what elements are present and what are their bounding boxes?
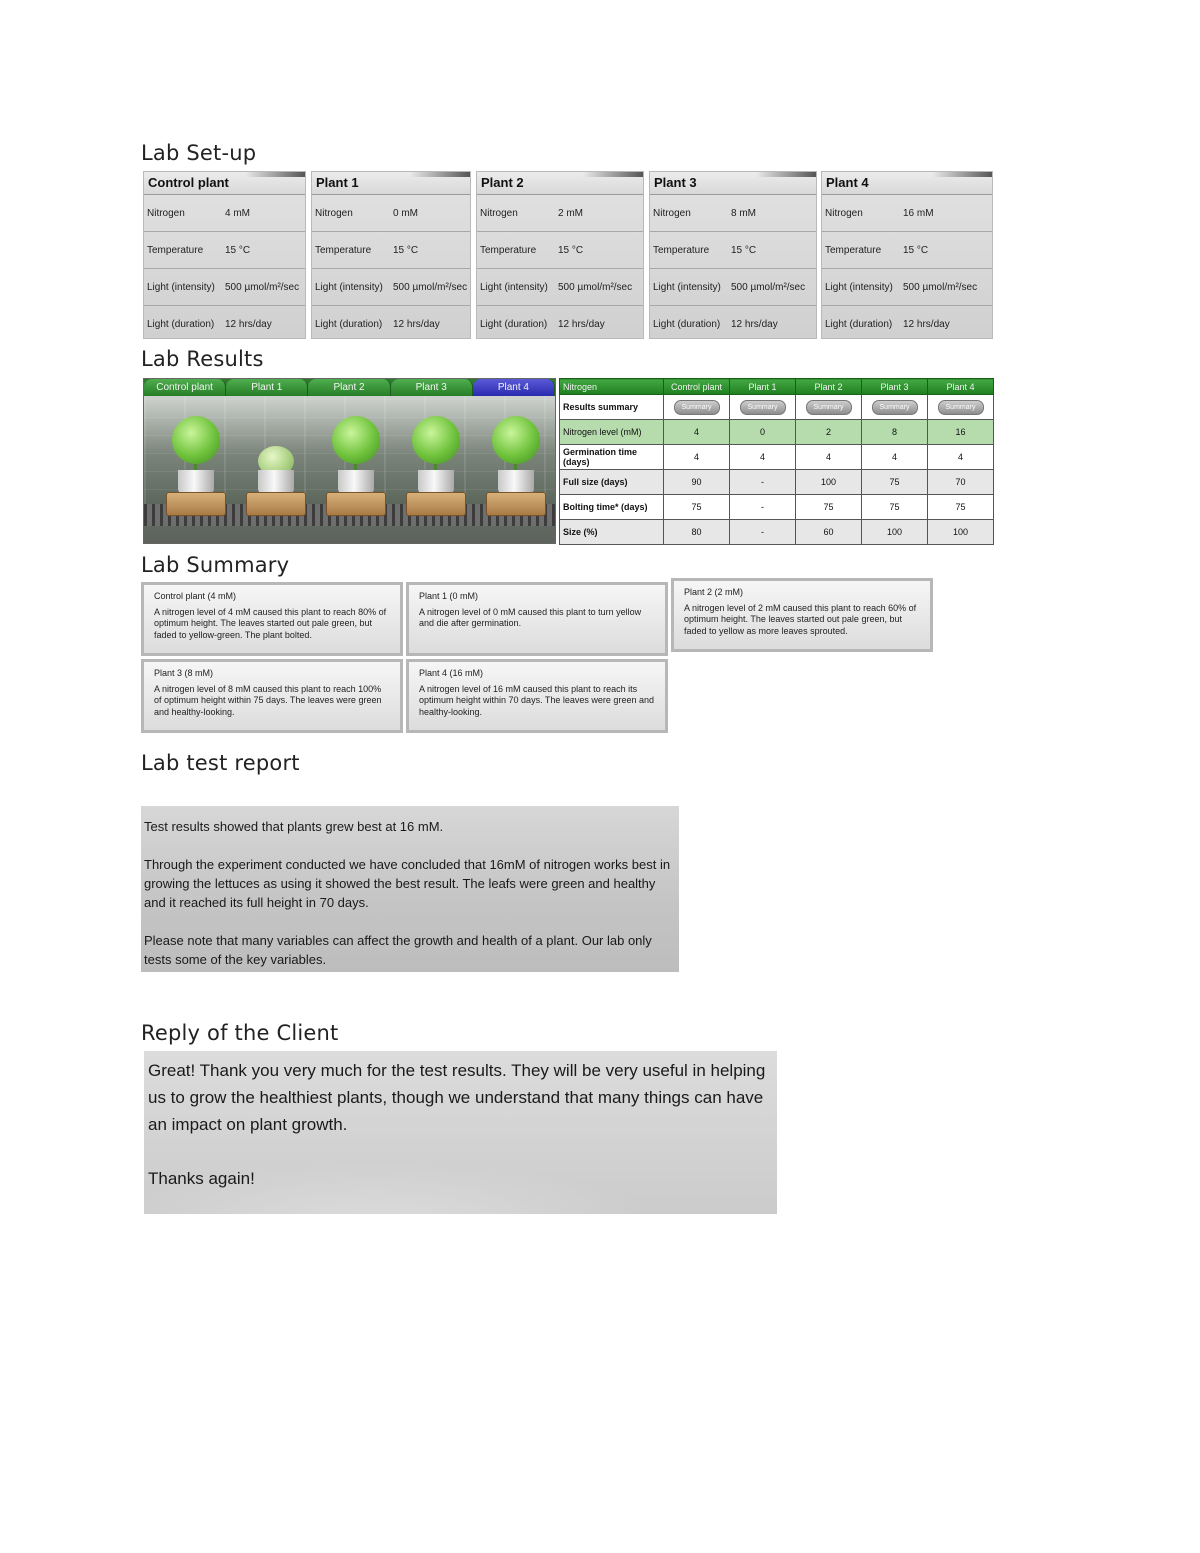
setup-panel-plant-2 (476, 171, 644, 339)
column-header: Plant 3 (862, 379, 928, 395)
light-duration-value: 12 hrs/day (558, 318, 605, 330)
table-cell: 75 (862, 470, 928, 495)
setup-panel-plant-3 (649, 171, 817, 339)
tab-plant-1[interactable]: Plant 1 (226, 379, 308, 396)
temperature-label: Temperature (315, 244, 372, 256)
table-row (560, 420, 994, 445)
setup-panel-title: Plant 1 (312, 172, 470, 195)
table-cell: 0 (730, 420, 796, 445)
nitrogen-label: Nitrogen (315, 207, 353, 219)
column-header: Plant 1 (730, 379, 796, 395)
summary-button[interactable]: Summary (872, 400, 918, 415)
table-cell: 4 (664, 420, 730, 445)
row-label: Results summary (560, 395, 664, 420)
table-cell: 75 (862, 495, 928, 520)
summary-card-title: Plant 2 (2 mM) (684, 587, 744, 597)
setup-panel-title: Control plant (144, 172, 305, 195)
report-paragraph: Test results showed that plants grew best at 16 mM. (144, 819, 444, 834)
light-intensity-value: 500 µmol/m²/sec (558, 281, 633, 293)
nitrogen-label: Nitrogen (825, 207, 863, 219)
table-cell: 90 (664, 470, 730, 495)
light-intensity-value: 500 µmol/m²/sec (731, 281, 806, 293)
light-intensity-label: Light (intensity) (653, 281, 721, 293)
tab-plant-3[interactable]: Plant 3 (391, 379, 473, 396)
results-table (559, 378, 994, 545)
summary-card-title: Plant 1 (0 mM) (419, 591, 479, 601)
plant-4 (486, 410, 546, 520)
tab-control-plant[interactable]: Control plant (144, 379, 226, 396)
table-cell: 75 (928, 495, 994, 520)
row-label: Full size (days) (560, 470, 664, 495)
lab-test-report-title: Lab test report (141, 751, 300, 775)
nitrogen-value: 4 mM (225, 207, 250, 219)
light-intensity-label: Light (intensity) (147, 281, 215, 293)
tab-plant-2[interactable]: Plant 2 (308, 379, 390, 396)
summary-card-text: A nitrogen level of 2 mM caused this plant to reach 60% of optimum height. The leaves started out pale green, but faded to yellow as more leaves sprouted. (684, 602, 917, 636)
light-intensity-value: 500 µmol/m²/sec (393, 281, 468, 293)
table-cell: 4 (862, 445, 928, 470)
summary-card-title: Plant 4 (16 mM) (419, 668, 484, 678)
summary-card-title: Control plant (4 mM) (154, 591, 237, 601)
nitrogen-value: 2 mM (558, 207, 583, 219)
light-duration-value: 12 hrs/day (903, 318, 950, 330)
table-cell: 16 (928, 420, 994, 445)
light-intensity-value: 500 µmol/m²/sec (903, 281, 978, 293)
summary-button[interactable]: Summary (938, 400, 984, 415)
nitrogen-value: 8 mM (731, 207, 756, 219)
table-row (560, 470, 994, 495)
setup-panels (143, 171, 995, 339)
plant-3 (406, 410, 466, 520)
table-corner: Nitrogen (560, 379, 664, 395)
temperature-label: Temperature (825, 244, 882, 256)
setup-panel-title: Plant 3 (650, 172, 816, 195)
setup-panel-title: Plant 2 (477, 172, 643, 195)
summary-card-text: A nitrogen level of 0 mM caused this plant to turn yellow and die after germination. (419, 606, 642, 628)
table-cell: 100 (796, 470, 862, 495)
light-duration-label: Light (duration) (147, 318, 215, 330)
summary-button[interactable]: Summary (806, 400, 852, 415)
row-label: Germination time (days) (560, 445, 664, 470)
table-cell: 75 (796, 495, 862, 520)
nitrogen-label: Nitrogen (653, 207, 691, 219)
table-row (560, 495, 994, 520)
light-duration-label: Light (duration) (825, 318, 893, 330)
summary-card-plant-2 (671, 578, 933, 652)
summary-card-title: Plant 3 (8 mM) (154, 668, 214, 678)
row-label: Bolting time* (days) (560, 495, 664, 520)
lab-summary-title: Lab Summary (141, 553, 290, 577)
table-cell: 75 (664, 495, 730, 520)
table-cell: 8 (862, 420, 928, 445)
nitrogen-label: Nitrogen (480, 207, 518, 219)
light-intensity-value: 500 µmol/m²/sec (225, 281, 300, 293)
nitrogen-value: 16 mM (903, 207, 934, 219)
table-cell: 4 (664, 445, 730, 470)
table-cell: 60 (796, 520, 862, 545)
temperature-value: 15 °C (903, 244, 929, 256)
light-duration-label: Light (duration) (315, 318, 383, 330)
report-paragraph: Through the experiment conducted we have concluded that 16mM of nitrogen works best in growing the lettuces as using it showed the best result. The leafs were green and healthy and it reached its full height in 70 days. (144, 857, 671, 910)
row-label: Size (%) (560, 520, 664, 545)
nitrogen-label: Nitrogen (147, 207, 185, 219)
light-intensity-label: Light (intensity) (480, 281, 548, 293)
summary-card-plant-4 (406, 659, 668, 733)
summary-card-text: A nitrogen level of 8 mM caused this plant to reach 100% of optimum height within 75 days. The leaves were green and healthy-looking. (154, 683, 382, 717)
light-duration-value: 12 hrs/day (225, 318, 272, 330)
table-cell: - (730, 495, 796, 520)
table-cell: 100 (862, 520, 928, 545)
plant-tabs (144, 379, 555, 396)
table-cell: 4 (730, 445, 796, 470)
summary-button[interactable]: Summary (674, 400, 720, 415)
temperature-value: 15 °C (731, 244, 757, 256)
table-cell: 80 (664, 520, 730, 545)
table-row (560, 520, 994, 545)
light-duration-value: 12 hrs/day (393, 318, 440, 330)
summary-button[interactable]: Summary (740, 400, 786, 415)
temperature-label: Temperature (653, 244, 710, 256)
temperature-label: Temperature (480, 244, 537, 256)
table-cell: - (730, 520, 796, 545)
row-label: Nitrogen level (mM) (560, 420, 664, 445)
table-cell: 100 (928, 520, 994, 545)
greenhouse-image (143, 378, 556, 544)
temperature-value: 15 °C (393, 244, 419, 256)
temperature-value: 15 °C (558, 244, 584, 256)
setup-panel-plant-1 (311, 171, 471, 339)
column-header: Plant 2 (796, 379, 862, 395)
table-row (560, 445, 994, 470)
summary-card-text: A nitrogen level of 4 mM caused this plant to reach 80% of optimum height. The leaves started out pale green, but faded to yellow-green. The plant bolted. (154, 606, 387, 640)
temperature-value: 15 °C (225, 244, 251, 256)
client-reply-title: Reply of the Client (141, 1021, 339, 1045)
table-cell: 2 (796, 420, 862, 445)
table-cell: 4 (928, 445, 994, 470)
light-duration-value: 12 hrs/day (731, 318, 778, 330)
table-cell: 70 (928, 470, 994, 495)
summary-card-plant-1 (406, 582, 668, 656)
plant-1 (246, 410, 306, 520)
table-row (560, 395, 994, 420)
greenhouse-scene (144, 396, 555, 526)
reply-paragraph: Great! Thank you very much for the test results. They will be very useful in helping us to grow the healthiest plants, though we understand that many things can have an impact on plant growth. (148, 1061, 766, 1134)
table-header-row (560, 379, 994, 395)
test-report-box (141, 806, 679, 972)
plant-2 (326, 410, 386, 520)
table-cell: - (730, 470, 796, 495)
light-duration-label: Light (duration) (653, 318, 721, 330)
plant-control (166, 410, 226, 520)
report-paragraph: Please note that many variables can affect the growth and health of a plant. Our lab only tests some of the key variables. (144, 933, 652, 967)
table-cell: 4 (796, 445, 862, 470)
light-intensity-label: Light (intensity) (825, 281, 893, 293)
column-header: Control plant (664, 379, 730, 395)
nitrogen-value: 0 mM (393, 207, 418, 219)
reply-paragraph: Thanks again! (148, 1169, 255, 1188)
temperature-label: Temperature (147, 244, 204, 256)
setup-panel-plant-4 (821, 171, 993, 339)
light-intensity-label: Light (intensity) (315, 281, 383, 293)
summary-card-plant-3 (141, 659, 403, 733)
light-duration-label: Light (duration) (480, 318, 548, 330)
column-header: Plant 4 (928, 379, 994, 395)
setup-panel-control (143, 171, 306, 339)
client-reply-box (144, 1051, 777, 1214)
lab-results-title: Lab Results (141, 347, 264, 371)
setup-panel-title: Plant 4 (822, 172, 992, 195)
lab-setup-title: Lab Set-up (141, 141, 257, 165)
tab-plant-4[interactable]: Plant 4 (473, 379, 555, 396)
summary-card-control (141, 582, 403, 656)
summary-card-text: A nitrogen level of 16 mM caused this plant to reach its optimum height within 70 days. The leaves were green and healthy-looking. (419, 683, 654, 717)
